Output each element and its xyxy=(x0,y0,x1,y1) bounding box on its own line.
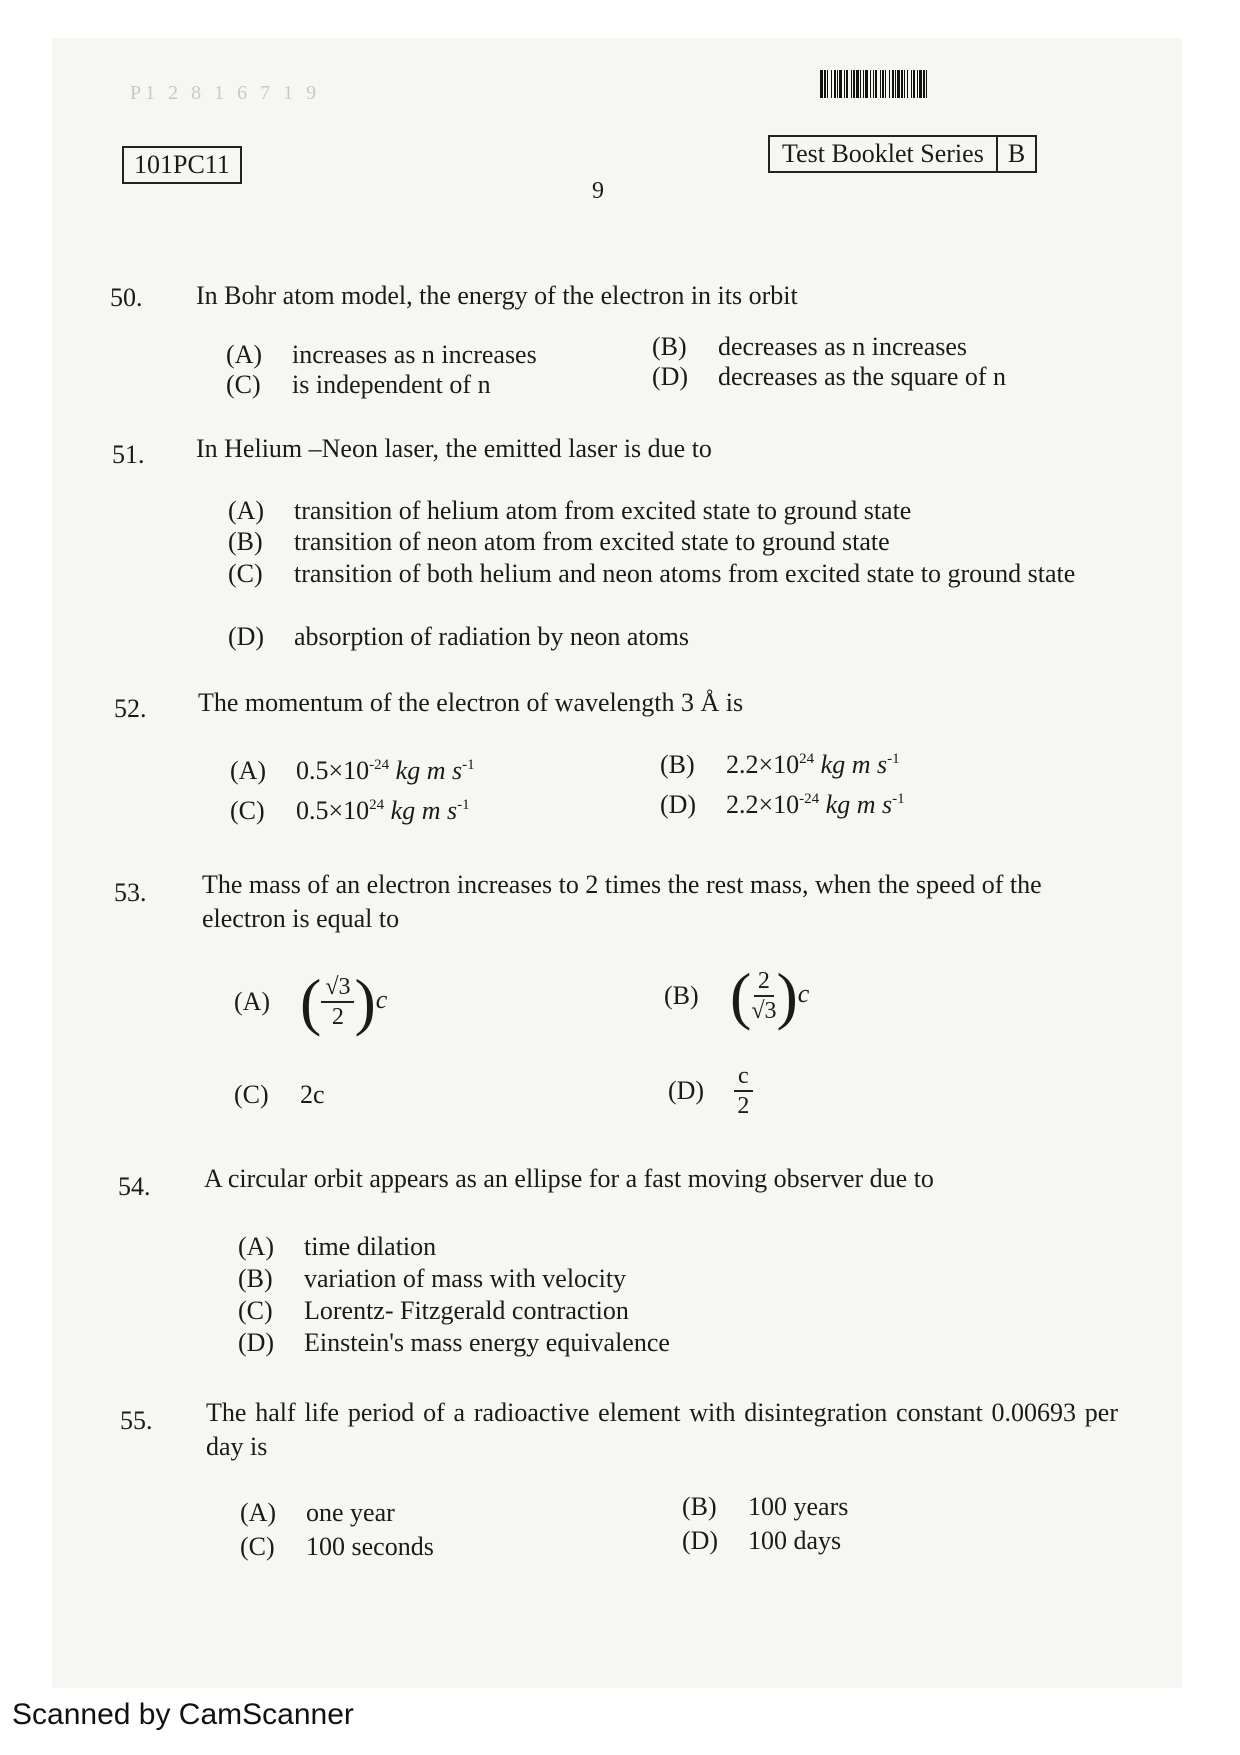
denominator: 2 xyxy=(737,1093,750,1119)
denominator: √3 xyxy=(751,998,777,1024)
option-label: (B) xyxy=(238,1264,273,1293)
barcode xyxy=(820,70,1082,98)
option-a[interactable] xyxy=(230,756,650,786)
suffix: c xyxy=(797,978,810,1008)
option-c[interactable] xyxy=(226,370,646,400)
option-label: (C) xyxy=(238,1296,273,1325)
numerator: c xyxy=(734,1062,753,1092)
exponent: -24 xyxy=(369,757,390,773)
question-number: 51. xyxy=(112,440,145,469)
numerator: 2 xyxy=(754,967,774,997)
option-label: (A) xyxy=(230,756,267,785)
unit-exponent: -1 xyxy=(457,797,470,813)
mantissa: 2.2×10 xyxy=(726,750,800,779)
option-a[interactable] xyxy=(240,1498,660,1528)
option-b[interactable] xyxy=(660,750,1090,780)
option-d[interactable] xyxy=(228,622,1088,652)
option-d[interactable] xyxy=(668,1062,1068,1120)
option-label: (C) xyxy=(240,1532,275,1561)
option-d[interactable] xyxy=(652,362,1082,392)
question-text: In Bohr atom model, the energy of the electron in its orbit xyxy=(196,281,798,310)
unit-exponent: -1 xyxy=(892,791,905,807)
option-b[interactable] xyxy=(238,1264,998,1294)
option-text: Lorentz- Fitzgerald contraction xyxy=(304,1296,629,1325)
option-text: transition of helium atom from excited state to ground state xyxy=(294,496,912,525)
scanner-watermark: Scanned by CamScanner xyxy=(12,1698,354,1731)
option-label: (B) xyxy=(228,527,263,556)
right-paren: ) xyxy=(354,966,376,1037)
option-a[interactable] xyxy=(228,496,1088,526)
option-text: decreases as the square of n xyxy=(718,362,1007,391)
option-label: (C) xyxy=(228,559,263,588)
option-text: transition of both helium and neon atoms from excited state to ground state xyxy=(294,559,1076,588)
option-a[interactable] xyxy=(238,1232,998,1262)
option-d[interactable] xyxy=(238,1328,998,1358)
option-text: variation of mass with velocity xyxy=(304,1264,627,1293)
question-text: A circular orbit appears as an ellipse for a fast moving observer due to xyxy=(204,1164,934,1193)
question-text: In Helium –Neon laser, the emitted laser is due to xyxy=(196,434,712,463)
unit: kg m s xyxy=(390,796,458,825)
series-label: Test Booklet Series xyxy=(782,139,984,168)
option-label: (D) xyxy=(682,1526,719,1555)
option-label: (A) xyxy=(240,1498,277,1527)
option-b[interactable] xyxy=(228,527,1088,557)
suffix: c xyxy=(375,984,388,1014)
option-label: (D) xyxy=(660,790,697,819)
option-label: (B) xyxy=(660,750,695,779)
left-paren: ( xyxy=(730,960,752,1031)
option-label: (D) xyxy=(652,362,689,391)
option-label: (C) xyxy=(234,1080,269,1109)
option-b[interactable] xyxy=(682,1492,1102,1522)
option-c[interactable] xyxy=(240,1532,660,1562)
unit: kg m s xyxy=(395,756,463,785)
unit: kg m s xyxy=(825,790,893,819)
unit: kg m s xyxy=(820,750,888,779)
question-number: 52. xyxy=(114,694,147,723)
option-text: 100 seconds xyxy=(306,1532,434,1561)
option-text: 100 days xyxy=(748,1526,842,1555)
option-fraction xyxy=(730,960,1064,1031)
option-label: (A) xyxy=(238,1232,275,1261)
mantissa: 0.5×10 xyxy=(296,796,370,825)
mantissa: 0.5×10 xyxy=(296,756,370,785)
option-a[interactable] xyxy=(234,966,634,1037)
option-label: (C) xyxy=(226,370,261,399)
fraction xyxy=(321,973,354,1031)
option-text: 100 years xyxy=(748,1492,849,1521)
exponent: 24 xyxy=(799,751,815,767)
option-d[interactable] xyxy=(682,1526,1102,1556)
option-fraction xyxy=(300,966,634,1037)
question-text: The mass of an electron increases to 2 times the rest mass, when the speed of the electron is equal to xyxy=(202,870,1042,933)
question-number: 55. xyxy=(120,1406,153,1435)
option-c[interactable] xyxy=(234,1080,634,1110)
test-booklet-series-box xyxy=(768,135,1037,173)
question-text: The momentum of the electron of wavelength 3 Å is xyxy=(198,688,744,717)
option-text: 2c xyxy=(300,1080,325,1109)
unit-exponent: -1 xyxy=(887,751,900,767)
option-value xyxy=(296,796,650,826)
option-text: decreases as n increases xyxy=(718,332,968,361)
barcode-stripe xyxy=(927,70,929,98)
fraction xyxy=(751,967,776,1025)
right-paren: ) xyxy=(776,960,798,1031)
option-label: (A) xyxy=(228,496,265,525)
option-label: (A) xyxy=(226,340,263,369)
page-number: 9 xyxy=(592,178,604,204)
paper-code-box: 101PC11 xyxy=(122,146,242,184)
option-label: (A) xyxy=(234,987,271,1016)
option-a[interactable] xyxy=(226,340,646,370)
option-text: transition of neon atom from excited state to ground state xyxy=(294,527,890,556)
denominator: 2 xyxy=(331,1004,344,1030)
exponent: -24 xyxy=(799,791,820,807)
option-b[interactable] xyxy=(652,332,1082,362)
option-c[interactable] xyxy=(238,1296,998,1326)
option-text: one year xyxy=(306,1498,395,1527)
unit-exponent: -1 xyxy=(462,757,475,773)
option-label: (B) xyxy=(682,1492,717,1521)
option-c[interactable] xyxy=(230,796,650,826)
faded-header-text: P1 2 8 1 6 7 1 9 xyxy=(130,82,321,104)
option-text: increases as n increases xyxy=(292,340,537,369)
mantissa: 2.2×10 xyxy=(726,790,800,819)
question-number: 54. xyxy=(118,1172,151,1201)
option-text: time dilation xyxy=(304,1232,437,1261)
question-number: 50. xyxy=(110,283,143,312)
option-label: (D) xyxy=(668,1076,705,1105)
option-label: (C) xyxy=(230,796,265,825)
numerator: √3 xyxy=(321,973,354,1003)
option-value xyxy=(296,756,650,786)
option-text: is independent of n xyxy=(292,370,491,399)
option-text: absorption of radiation by neon atoms xyxy=(294,622,689,651)
option-value xyxy=(726,750,1090,780)
series-value: B xyxy=(996,137,1035,171)
question-text: The half life period of a radioactive element with disintegration constant 0.00693 per day is xyxy=(206,1398,1118,1461)
exponent: 24 xyxy=(369,797,385,813)
fraction xyxy=(734,1062,753,1120)
option-text: Einstein's mass energy equivalence xyxy=(304,1328,670,1357)
question-number: 53. xyxy=(114,878,147,907)
option-label: (B) xyxy=(652,332,687,361)
option-c[interactable] xyxy=(228,558,1088,590)
option-d[interactable] xyxy=(660,790,1090,820)
option-label: (B) xyxy=(664,981,699,1010)
left-paren: ( xyxy=(300,966,322,1037)
option-fraction xyxy=(734,1062,1068,1120)
option-label: (D) xyxy=(238,1328,275,1357)
option-label: (D) xyxy=(228,622,265,651)
option-b[interactable] xyxy=(664,960,1064,1031)
option-value xyxy=(726,790,1090,820)
